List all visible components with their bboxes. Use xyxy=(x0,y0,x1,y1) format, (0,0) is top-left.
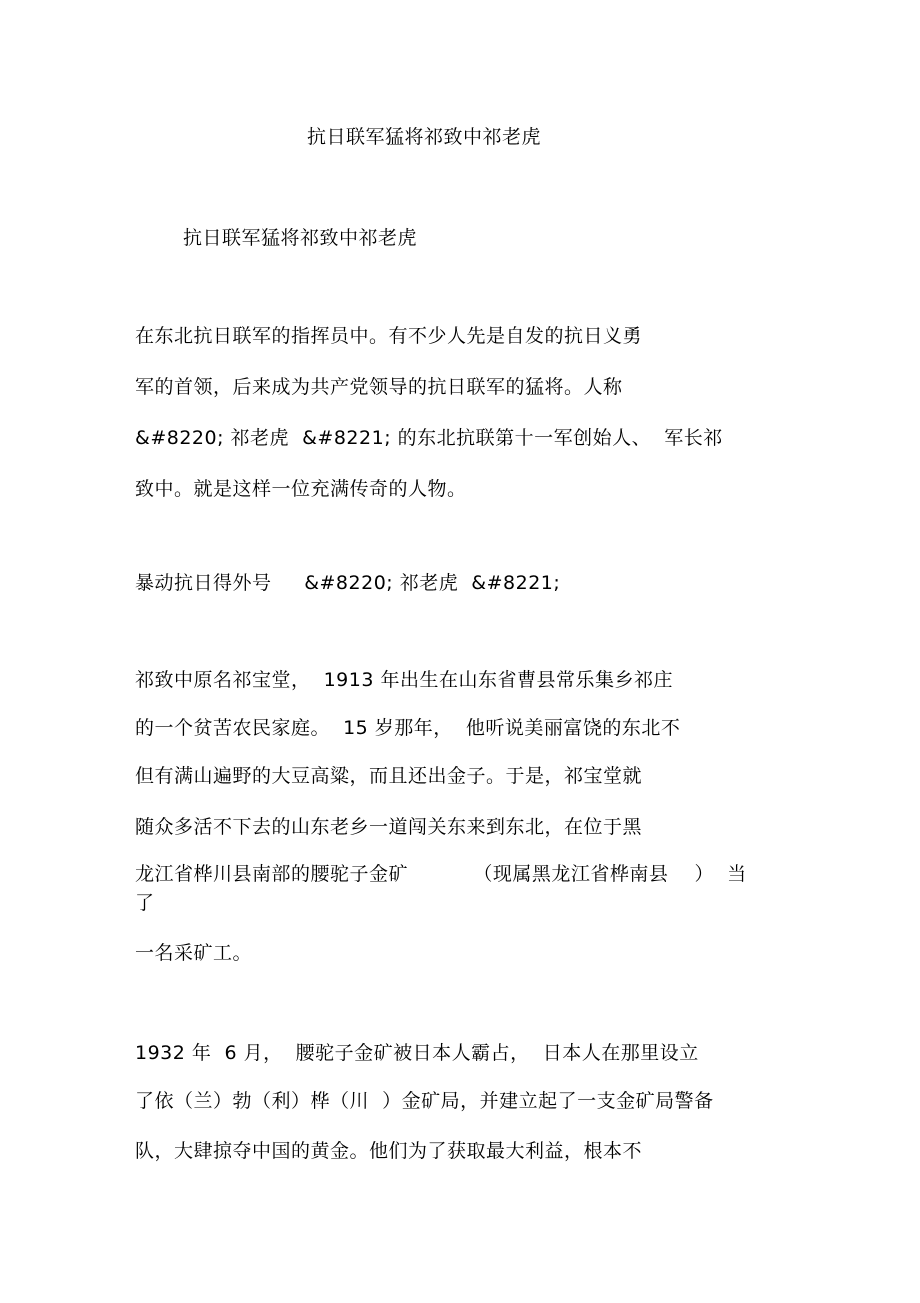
paragraph-line: 致中。就是这样一位充满传奇的人物。 xyxy=(135,478,467,500)
paragraph-line: 了依（兰）勃（利）桦（川 ）金矿局，并建立起了一支金矿局警备 xyxy=(135,1090,714,1112)
paragraph-line: 在东北抗日联军的指挥员中。有不少人先是自发的抗日义勇 xyxy=(135,325,643,347)
paragraph-line: 军的首领，后来成为共产党领导的抗日联军的猛将。人称 xyxy=(135,376,623,398)
section-heading: 暴动抗日得外号 &#8220; 祁老虎 &#8221; xyxy=(135,572,561,594)
paragraph-line: 随众多活不下去的山东老乡一道闯关东来到东北，在位于黑 xyxy=(135,816,643,838)
paragraph-line: 祁致中原名祁宝堂， 1913 年出生在山东省曹县常乐集乡祁庄 xyxy=(135,669,673,691)
document-subtitle: 抗日联军猛将祁致中祁老虎 xyxy=(183,227,418,249)
paragraph-line: 一名采矿工。 xyxy=(135,942,253,964)
paragraph-line: 1932 年 6 月， 腰驼子金矿被日本人霸占， 日本人在那里设立 xyxy=(135,1042,699,1064)
paragraph-line: &#8220; 祁老虎 &#8221; 的东北抗联第十一军创始人、 军长祁 xyxy=(135,427,723,449)
paragraph-line: 了 xyxy=(135,892,155,914)
document-title: 抗日联军猛将祁致中祁老虎 xyxy=(307,126,542,148)
paragraph-line: 但有满山遍野的大豆高粱，而且还出金子。于是，祁宝堂就 xyxy=(135,765,643,787)
paragraph-line: 的一个贫苦农民家庭。 15 岁那年， 他听说美丽富饶的东北不 xyxy=(135,717,681,739)
paragraph-line: 龙江省桦川县南部的腰驼子金矿 （现属黑龙江省桦南县 ） 当 xyxy=(135,863,747,885)
paragraph-line: 队，大肆掠夺中国的黄金。他们为了获取最大利益，根本不 xyxy=(135,1140,643,1162)
